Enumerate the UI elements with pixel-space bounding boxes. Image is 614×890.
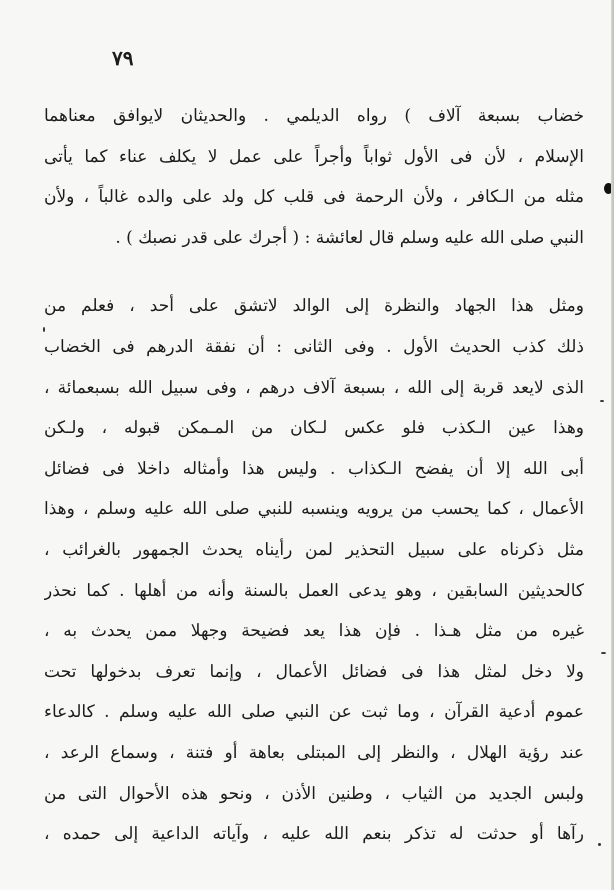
text-line: ذلك كذب الحديث الأول . وفى الثانى : أن نفقة الدرهم فى الخضاب xyxy=(44,336,584,357)
text-line: كالحديثين السابقين ، وهو يدعى العمل بالسنة وأنه من أهلها . كما نحذر xyxy=(44,580,584,601)
text-line: الذى لايعد قربة إلى الله ، بسبعة آلاف درهم ، وفى سبيل الله بسبعمائة ، xyxy=(44,377,584,398)
text-line: الأعمال ، كما يحسب من يرويه وينسبه للنبي صلى الله عليه وسلم ، وهذا xyxy=(44,499,584,520)
text-line: ومثل هذا الجهاد والنظرة إلى الوالد لاتشق على أحد ، فعلم من xyxy=(44,296,584,317)
text-line: الإسلام ، لأن فى الأول ثواباً وأجراً على عمل لا يكلف عناء كما يأتى xyxy=(44,146,584,167)
text-line: رآها أو حدثت له تذكر بنعم الله عليه ، وآياته الداعية إلى حمده ، xyxy=(44,824,584,845)
text-line: ولبس الجديد من الثياب ، وطنين الأذن ، ونحو هذه الأحوال التى من xyxy=(44,783,584,804)
page-number: ٧٩ xyxy=(112,46,134,70)
text-line: ولا دخل لمثل هذا فى فضائل الأعمال ، وإنما تعرف بدخولها تحت xyxy=(44,661,584,682)
scan-speck xyxy=(43,327,45,332)
paragraph-1 xyxy=(44,96,584,258)
text-line: عند رؤية الهلال ، والنظر إلى المبتلى بعاهة أو فتنة ، وسماع الرعد ، xyxy=(44,742,584,763)
paragraph-2 xyxy=(44,286,584,854)
scan-speck xyxy=(598,843,601,846)
text-line: خضاب بسبعة آلاف ) رواه الديلمي . والحديثان لايوافق معناهما xyxy=(44,106,584,126)
text-line: غيره من مثل هـذا . فإن هذا يعد فضيحة وجهلا ممن يحدث به ، xyxy=(44,621,584,642)
text-line: مثله من الـكافر ، ولأن الرحمة فى قلب كل ولد على والده غالباً ، ولأن xyxy=(44,187,584,208)
text-line: وهذا عين الـكذب فلو عكس لـكان من المـمكن قبوله ، ولـكن xyxy=(44,418,584,439)
text-line: مثل ذكرناه على سبيل التحذير لمن رأيناه يحدث الجمهور بالغرائب ، xyxy=(44,539,584,560)
text-line: عموم أدعية القرآن ، وما ثبت عن النبي صلى الله عليه وسلم . كالدعاء xyxy=(44,702,584,723)
text-line: النبي صلى الله عليه وسلم قال لعائشة : ( أجرك على قدر نصبك ) . xyxy=(115,227,584,248)
scan-speck xyxy=(601,652,606,654)
body-text xyxy=(44,96,584,855)
text-line: أبى الله إلا أن يفضح الـكذاب . وليس هذا وأمثاله داخلا فى فضائل xyxy=(44,458,584,479)
paragraph-gap xyxy=(44,258,584,286)
scan-speck xyxy=(600,400,604,402)
